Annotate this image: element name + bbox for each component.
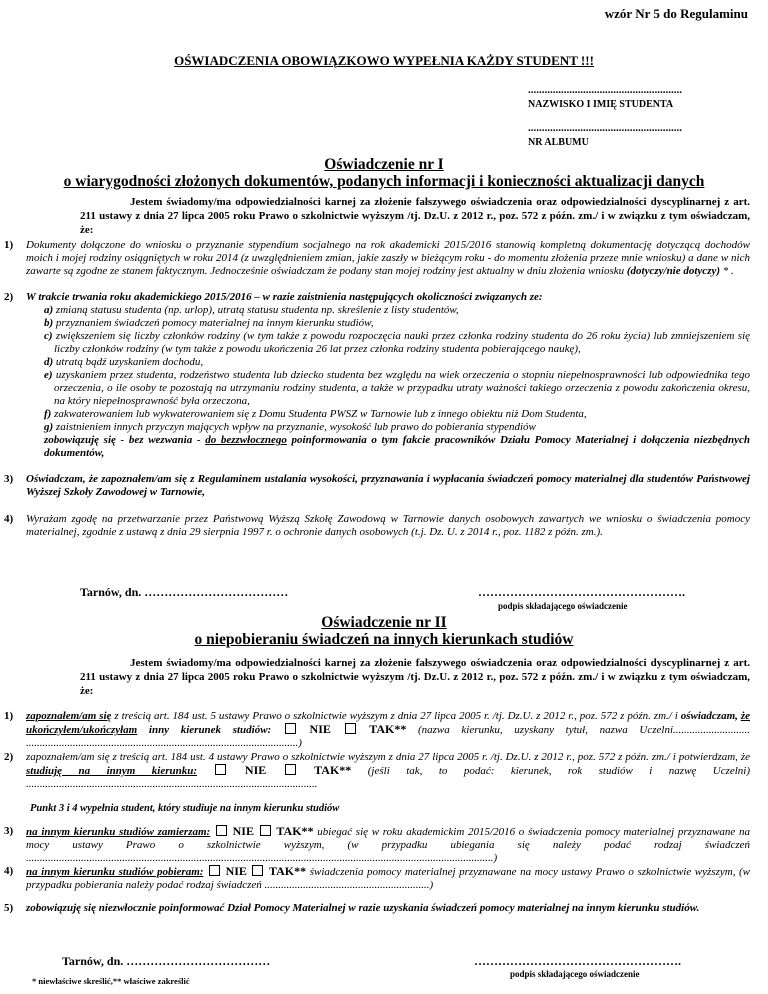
item-bold-underlined: studiuję na innym kierunku: — [26, 765, 198, 777]
yes-checkbox[interactable] — [252, 865, 263, 876]
sub-text: uzyskaniem przez studenta, rodzeństwo studenta lub dziecko studenta bez względu na wiek orzeczenia o stopniu niepełnosprawności lub odpowiednika tego orzeczenia, o ile osoby te pozostają na utrzymaniu rodziny studenta, a także w przypadku utraty ważności takiego orzeczenia z powodu zakończenia okresu, na który niepełnosprawność była orzeczona, — [54, 369, 751, 407]
item-1-tail: * . — [720, 265, 734, 277]
yes-label: TAK** — [276, 824, 314, 838]
statement-2-subtitle: o niepobieraniu świadczeń na innych kierunkach studiów — [194, 631, 574, 648]
statement-2-item-2 — [26, 751, 750, 791]
mandatory-notice: OŚWIADCZENIA OBOWIĄZKOWO WYPEŁNIA KAŻDY STUDENT !!! — [174, 53, 594, 68]
statement-2-item-3 — [26, 825, 750, 865]
statement-2-items-3-5 — [4, 825, 750, 915]
item-bold: oświadczam, — [680, 710, 741, 722]
sub-g — [26, 421, 750, 434]
statement-2-intro: Jestem świadomy/ma odpowiedzialności karnej za złożenie fałszywego oświadczenia oraz odpowiedzialności dyscyplinarnej z art. 211 ustawy z dnia 27 lipca 2005 roku Prawo o szkolnictwie wyższym /tj. Dz.U. z 2012 r., poz. 572 z późn. zm./ i w związku z tym oświadczam, że: — [80, 657, 750, 697]
item-number: 4) — [4, 513, 14, 525]
item-text: zapoznałem/am się z treścią art. 184 ust. 4 ustawy Prawo o szkolnictwie wyższym z dnia 27 lipca 2005 r. /tj. Dz.U. z 2012 r., poz. 572 z późn. zm./ i potwierdzam, że — [26, 751, 750, 763]
footnote: * niewłaściwe skreślić,** właściwe zakreślić — [32, 976, 190, 986]
statement-1-signature-line[interactable]: ……………………………………………. — [478, 585, 685, 599]
item-number: 5) — [4, 902, 14, 914]
album-field-label: NR ALBUMU — [528, 137, 589, 148]
statement-2-place-date[interactable]: Tarnów, dn. ……………………………… — [62, 954, 271, 968]
statement-1-item-4: Wyrażam zgodę na przetwarzanie przez Państwową Wyższą Szkołę Zawodową w Tarnowie danych osobowych zawartych we wniosku o świadczenia pomocy materialnej, zgodnie z ustawą z dnia 29 sierpnia 1997 r. o ochronie danych osobowych (t.j. Dz. U. z 2014 r., poz. 1182 z późn. zm.). — [26, 513, 750, 538]
item-number: 3) — [4, 825, 14, 837]
item-number: 2) — [4, 291, 14, 303]
item-1-choice: (dotyczy/nie dotyczy) — [626, 265, 721, 277]
sub-letter: f) — [44, 408, 52, 420]
no-label: NIE — [232, 824, 254, 838]
statement-1-subtitle: o wiarygodności złożonych dokumentów, podanych informacji i konieczności aktualizacji danych — [63, 173, 705, 190]
sub-f — [26, 408, 750, 421]
album-field-line[interactable]: ........................................................ — [528, 122, 682, 134]
item-bold-2: inny kierunek studiów: — [137, 724, 283, 736]
yes-checkbox[interactable] — [345, 723, 356, 734]
yes-label: TAK** — [314, 763, 352, 777]
item-number: 1) — [4, 710, 14, 722]
item-text: świadczenia pomocy materialnej przyznawane na mocy ustawy Prawo o szkolnictwie wyższym, (w przypadku pobierania należy podać rodzaj świadczeń ............................................................) — [26, 866, 751, 891]
sub-d — [26, 356, 750, 369]
sub-text: przyznaniem świadczeń pomocy materialnej na innym kierunku studiów, — [55, 317, 374, 329]
statement-1-list — [4, 239, 750, 559]
sub-c — [26, 330, 750, 356]
sub-text: zakwaterowaniem lub wykwaterowaniem się z Domu Studenta PWSZ w Tarnowie lub z innego obiektu niż Dom Studenta, — [54, 408, 587, 420]
statement-1-title: Oświadczenie nr I — [324, 156, 444, 173]
item-text: z treścią art. 184 ust. 5 ustawy Prawo o szkolnictwie wyższym z dnia 27 lipca 2005 r. /tj. Dz.U. z 2012 r., poz. 572 z późn. zm./ i — [111, 710, 681, 722]
no-label: NIE — [225, 864, 247, 878]
item-fill-line[interactable]: (nazwa kierunku, uzyskany tytuł, nazwa Uczelni............................ ...................................................................................................) — [26, 724, 751, 749]
sub-letter: a) — [44, 304, 54, 316]
yes-checkbox[interactable] — [260, 825, 271, 836]
item-fill-line[interactable]: (jeśli tak, to podać: kierunek, rok studiów i nazwę Uczelni) .......................................................................................................... — [26, 765, 751, 790]
statement-1-item-1 — [26, 239, 750, 278]
yes-label: TAK** — [369, 722, 407, 736]
statement-1-item-2 — [26, 291, 750, 460]
item-bold-underlined: na innym kierunku studiów zamierzam: — [26, 826, 211, 838]
item-underlined: zapoznałem/am się — [26, 710, 112, 722]
sub-text: utratą bądź uzyskaniem dochodu, — [55, 356, 204, 368]
sub-a — [26, 304, 750, 317]
sub-e — [26, 369, 750, 408]
yes-label: TAK** — [269, 864, 307, 878]
statement-1-signature-label: podpis składającego oświadczenie — [498, 601, 628, 611]
statement-2-title: Oświadczenie nr II — [321, 614, 447, 631]
no-label: NIE — [244, 763, 267, 777]
item-bold-underlined: na innym kierunku studiów pobieram: — [26, 866, 204, 878]
no-checkbox[interactable] — [216, 825, 227, 836]
item-text: ubiegać się w roku akademickim 2015/2016 o świadczenia pomocy materialnej przyznawane na mocy ustawy Prawo o szkolnictwie wyższym, (w przypadku ubiegania się należy podać rodzaj świadczeń ..........................................................................................................................................................................) — [26, 826, 751, 864]
statement-2-signature-line[interactable]: ……………………………………………. — [474, 954, 681, 968]
form-number: wzór Nr 5 do Regulaminu — [604, 6, 748, 21]
statement-1-intro: Jestem świadomy/ma odpowiedzialności karnej za złożenie fałszywego oświadczenia oraz odpowiedzialności dyscyplinarnej z art. 211 ustawy z dnia 27 lipca 2005 roku Prawo o szkolnictwie wyższym /tj. Dz.U. z 2012 r., poz. 572 z późn. zm./ i w związku z tym oświadczam, że: — [80, 196, 750, 236]
item-2-text: W trakcie trwania roku akademickiego 2015/2016 – w razie zaistnienia następujących okoliczności związanych ze: — [26, 291, 543, 303]
obligation-text-2: poinformowania o tym fakcie pracowników Działu Pomocy Materialnej i dołączenia niezbędnych dokumentów, — [44, 434, 751, 459]
sub-letter: b) — [44, 317, 54, 329]
name-field-label: NAZWISKO I IMIĘ STUDENTA — [528, 99, 674, 110]
item-number: 4) — [4, 865, 14, 877]
sub-text: zaistnieniem innych przyczyn mających wpływ na przyznanie, wysokość lub prawo do pobierania stypendiów — [55, 421, 536, 433]
item-number: 3) — [4, 473, 14, 485]
sub-letter: d) — [44, 356, 54, 368]
sub-text: zmianą statusu studenta (np. urlop), utratą statusu studenta np. skreślenie z listy studentów, — [55, 304, 459, 316]
sub-letter: c) — [44, 330, 53, 342]
statement-2-item-5: zobowiązuję się niezwłocznie poinformować Dział Pomocy Materialnej w razie uzyskania świadczeń pomocy materialnej na innym kierunku studiów. — [26, 902, 700, 914]
statement-2-item-4 — [26, 865, 750, 892]
sub-b — [26, 317, 750, 330]
name-field-line[interactable]: ........................................................ — [528, 84, 682, 96]
note-items-3-4: Punkt 3 i 4 wypełnia student, który studiuje na innym kierunku studiów — [30, 803, 340, 814]
obligation-text: zobowiązuję się - bez wezwania - — [44, 434, 206, 446]
sub-letter: g) — [44, 421, 54, 433]
item-number: 1) — [4, 239, 14, 251]
item-1-text: Dokumenty dołączone do wniosku o przyznanie stypendium socjalnego na rok akademicki 2015/2016 stanowią kompletną dokumentację dotyczącą dochodów moich i mojej rodziny osiągniętych w roku 2014 (z uwzględnieniem zmian, jakie zaszły w bieżącym roku - do momentu złożenia przeze mnie wniosku) a dane w nich zawarte są zgodne ze stanem faktycznym. Jednocześnie oświadczam że podany stan mojej rodziny jest aktualny w dniu złożenia wniosku — [26, 239, 750, 277]
item-number: 2) — [4, 751, 14, 763]
obligation — [26, 434, 750, 460]
sub-text: zwiększeniem się liczby członków rodziny (w tym także z powodu rozpoczęcia nauki przez członka rodziny studenta do 26 roku życia) lub zmniejszeniem się liczby członków rodziny (w tym także z powodu ukończenia 26 lat przez członka rodziny studenta pobierającego naukę), — [54, 330, 751, 355]
no-checkbox[interactable] — [215, 764, 226, 775]
obligation-underlined: do bezzwłocznego — [205, 434, 287, 446]
statement-1-item-3: Oświadczam, że zapoznałem/am się z Regulaminem ustalania wysokości, przyznawania i wypłacania świadczeń pomocy materialnej dla studentów Państwowej Wyższej Szkoły Zawodowej w Tarnowie, — [26, 473, 750, 498]
statement-2-item-1 — [26, 710, 750, 750]
statement-1-place-date[interactable]: Tarnów, dn. ……………………………… — [80, 585, 289, 599]
no-checkbox[interactable] — [209, 865, 220, 876]
item-bold-underlined: że ukończyłem/ukończyłam — [26, 710, 750, 736]
no-label: NIE — [309, 722, 331, 736]
sub-letter: e) — [44, 369, 53, 381]
statement-2-signature-label: podpis składającego oświadczenie — [510, 969, 640, 979]
yes-checkbox[interactable] — [285, 764, 296, 775]
statement-2-items-1-2 — [4, 710, 750, 791]
no-checkbox[interactable] — [285, 723, 296, 734]
